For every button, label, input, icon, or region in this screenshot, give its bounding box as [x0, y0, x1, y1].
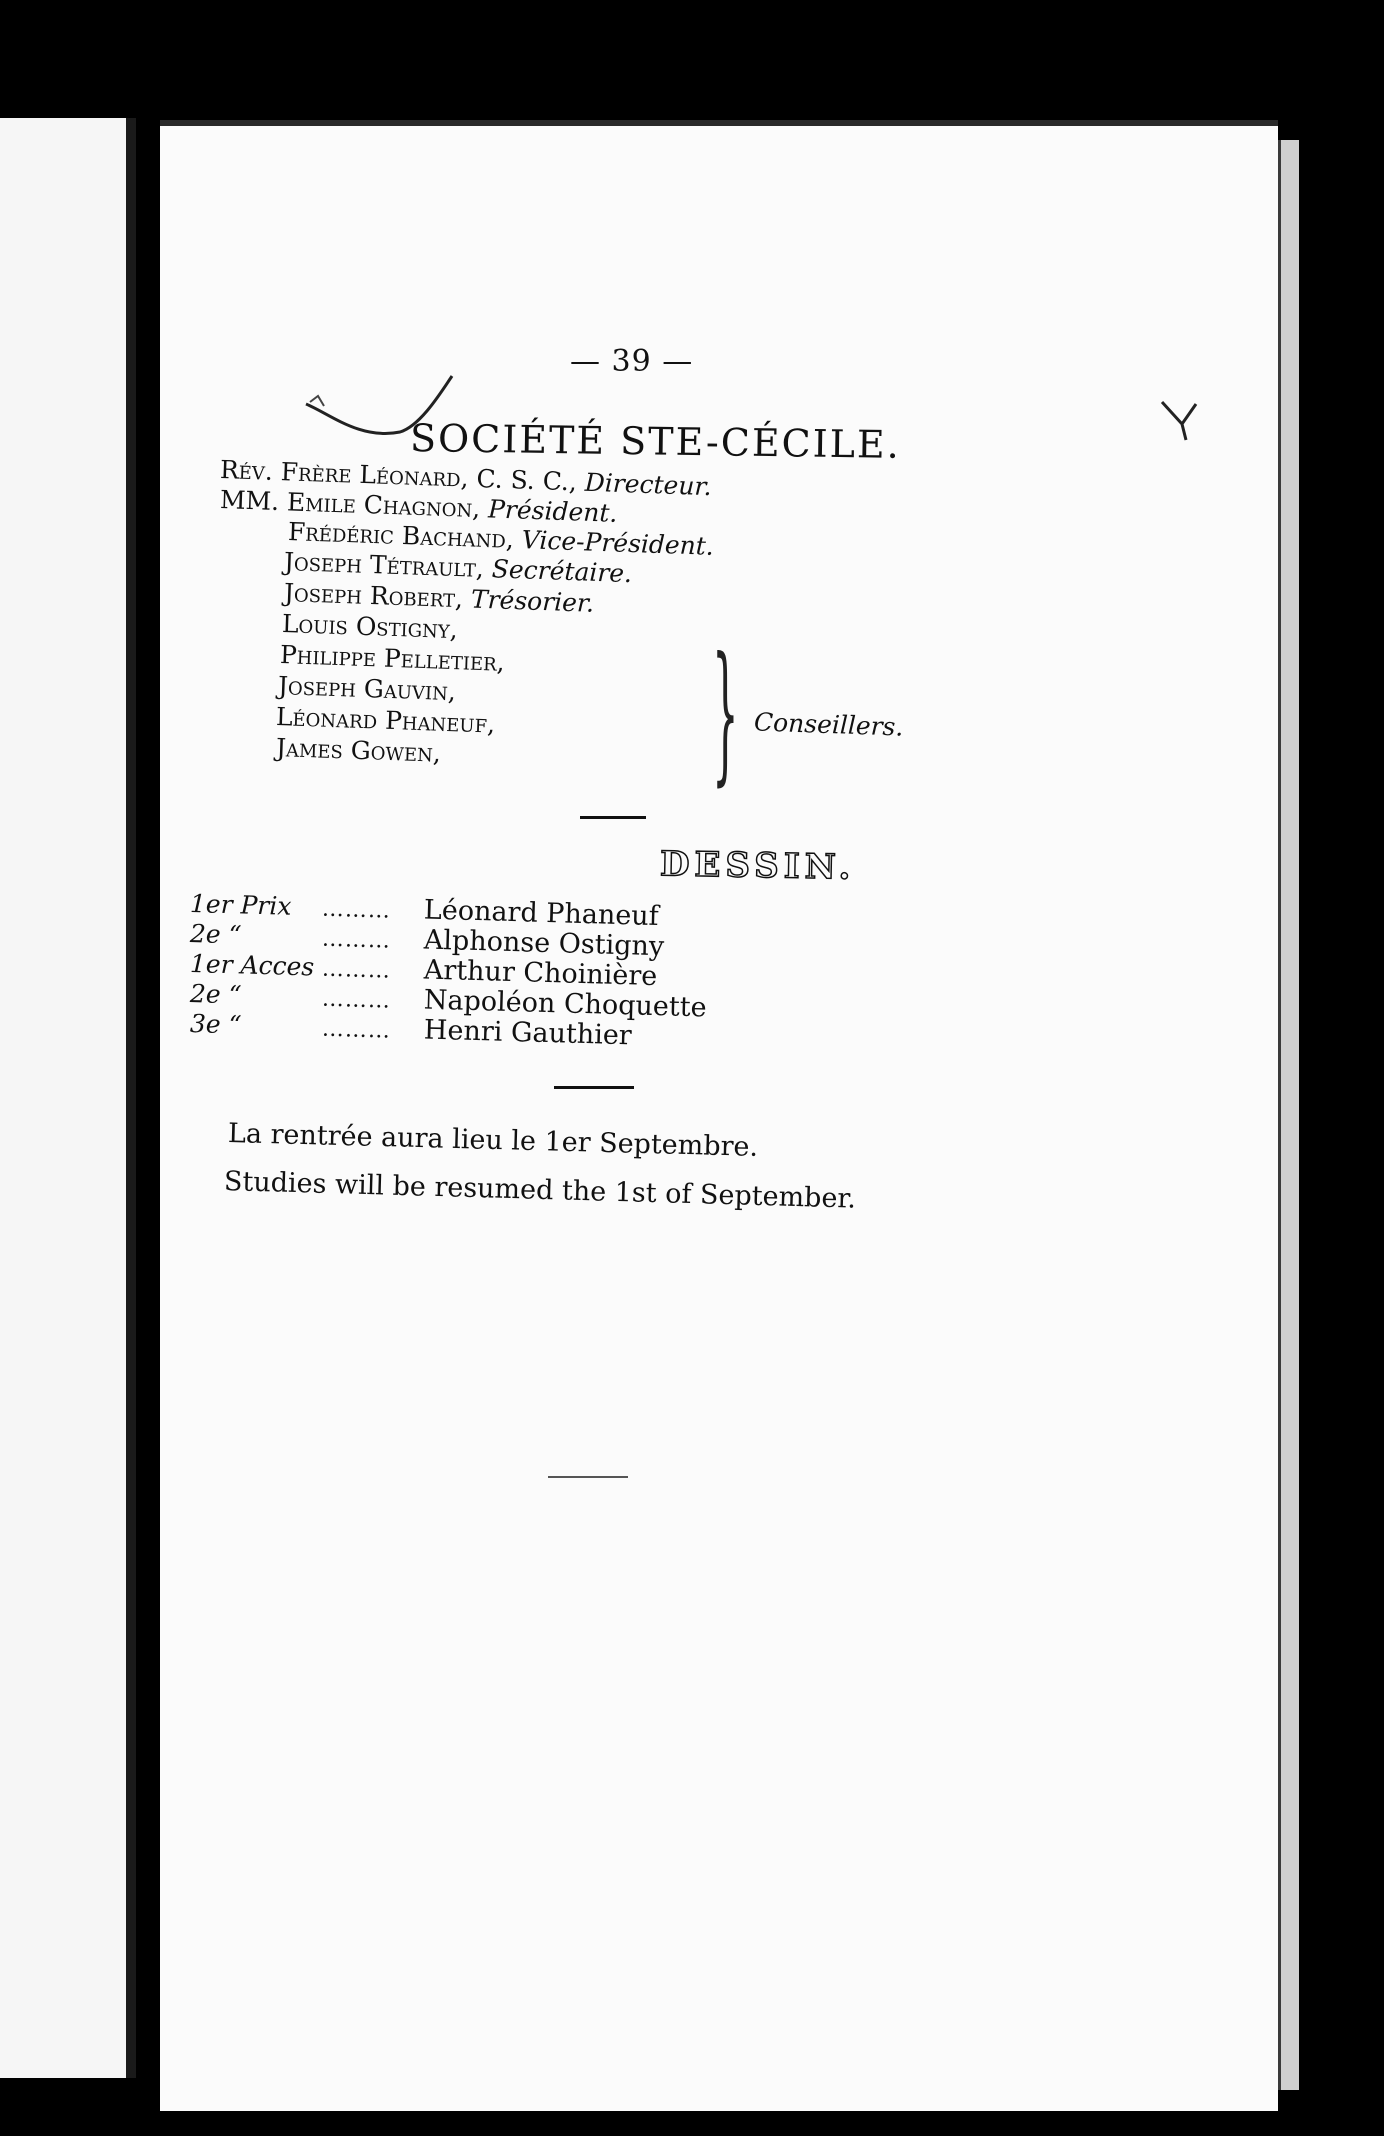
member-role: Directeur.: [584, 467, 713, 502]
dot-leader: ………: [321, 986, 392, 1014]
member-prefix: MM.: [219, 485, 280, 517]
page-gutter: [126, 118, 136, 2078]
member-role: Président.: [487, 494, 618, 528]
group-label: Conseillers.: [753, 707, 904, 742]
member-name: Frédéric Bachand,: [287, 517, 515, 554]
member-name: Emile Chagnon,: [286, 487, 481, 524]
end-rule: [548, 1476, 628, 1478]
member-name: Joseph Tétrault,: [283, 547, 485, 583]
prize-label: 2e “: [189, 919, 242, 950]
prize-winner: Henri Gauthier: [423, 1014, 633, 1052]
member-name: Frère Léonard, C. S. C.,: [280, 457, 578, 497]
prize-winner: Léonard Phaneuf: [423, 894, 660, 933]
previous-page-edge: [0, 118, 136, 2078]
member-name: Louis Ostigny,: [281, 609, 459, 645]
dot-leader: ………: [321, 926, 392, 954]
prize-winner: Alphonse Ostigny: [423, 924, 665, 963]
prize-label: 3e “: [189, 1009, 242, 1040]
curly-brace: }: [712, 626, 739, 800]
member-name: Joseph Gauvin,: [277, 671, 457, 707]
page-number: — 39 —: [570, 344, 694, 379]
member-name: Philippe Pelletier,: [279, 640, 506, 677]
society-title: SOCIÉTÉ STE-CÉCILE.: [409, 416, 902, 467]
section-title: DESSIN.: [659, 844, 856, 888]
member-role: Trésorier.: [470, 584, 595, 618]
section-divider: [580, 816, 646, 819]
member-name: James Gowen,: [275, 733, 442, 768]
member-prefix: Rév.: [219, 455, 274, 486]
member-row: [275, 732, 441, 769]
closing-french: La rentrée aura lieu le 1er Septembre.: [227, 1118, 759, 1163]
prize-label: 1er Prix: [189, 889, 292, 921]
dot-leader: ………: [321, 956, 392, 984]
dot-leader: ………: [321, 1016, 392, 1044]
closing-english: Studies will be resumed the 1st of September.: [223, 1166, 857, 1215]
margin-pencil-mark: [1160, 396, 1200, 446]
section-divider: [554, 1086, 634, 1089]
prize-winner: Napoléon Choquette: [423, 984, 707, 1024]
member-name: Léonard Phaneuf,: [275, 702, 496, 739]
page-right-edge: [1278, 140, 1299, 2090]
document-page: [160, 120, 1278, 2111]
dot-leader: ………: [321, 896, 392, 924]
prize-label: 2e “: [189, 979, 242, 1010]
member-role: Secrétaire.: [491, 554, 633, 589]
prize-winner: Arthur Choinière: [423, 954, 658, 993]
member-role: Vice-Président.: [521, 525, 715, 561]
prize-label: 1er Acces: [189, 949, 315, 982]
member-name: Joseph Robert,: [283, 578, 464, 614]
